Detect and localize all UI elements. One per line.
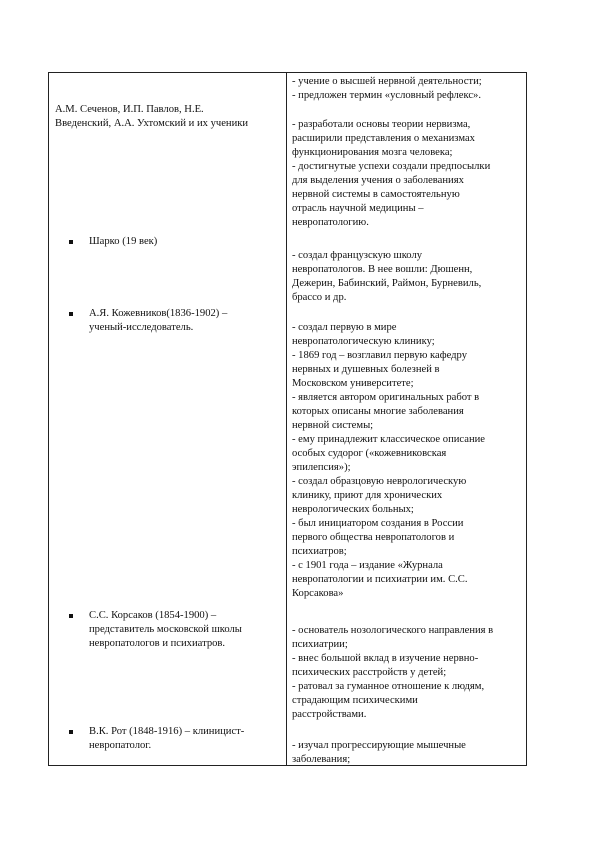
charcot-name xyxy=(89,235,157,249)
korsakov-name xyxy=(89,609,242,651)
intro-scientists-cell xyxy=(55,103,283,131)
intro-right-b-line-1: - разработали основы теории нервизма, xyxy=(292,119,471,130)
kozhevnikov-right-line-7: которых описаны многие заболевания xyxy=(292,406,464,417)
bullet-marker xyxy=(69,312,73,316)
intro-left-line-2: Введенский, А.А. Ухтомский и их ученики xyxy=(55,118,249,129)
rot-left-line-1: В.К. Рот (1848-1916) – клиницист- xyxy=(89,726,245,737)
column-divider xyxy=(286,73,287,765)
intro-right-b-line-7: отрасль научной медицины – xyxy=(292,203,424,214)
kozhevnikov-right-line-20: Корсакова» xyxy=(292,588,344,599)
rot-achievements-cell xyxy=(292,739,524,767)
korsakov-right-line-4: психических расстройств у детей; xyxy=(292,667,447,678)
korsakov-achievements-cell xyxy=(292,624,524,722)
intro-right-a-line-1: - учение о высшей нервной деятельности; xyxy=(292,76,482,87)
content-table xyxy=(48,72,527,766)
kozhevnikov-right-line-13: клинику, приют для хронических xyxy=(292,490,443,501)
kozhevnikov-left-line-2: ученый-исследователь. xyxy=(89,322,194,333)
kozhevnikov-right-line-8: нервной системы; xyxy=(292,420,374,431)
bullet-marker xyxy=(69,614,73,618)
intro-achievements-cell-b xyxy=(292,118,524,230)
intro-achievements-cell-a xyxy=(292,75,524,103)
rot-right-line-1: - изучал прогрессирующие мышечные xyxy=(292,740,466,751)
kozhevnikov-left-line-1: А.Я. Кожевников(1836-1902) – xyxy=(89,308,228,319)
bullet-marker xyxy=(69,730,73,734)
charcot-right-line-3: Дежерин, Бабинский, Раймон, Бурневиль, xyxy=(292,278,482,289)
kozhevnikov-right-line-9: - ему принадлежит классическое описание xyxy=(292,434,485,445)
kozhevnikov-name xyxy=(89,307,227,335)
charcot-right-line-4: брассо и др. xyxy=(292,292,347,303)
intro-right-b-line-5: для выделения учения о заболеваниях xyxy=(292,175,464,186)
charcot-left-line-1: Шарко (19 век) xyxy=(89,236,158,247)
korsakov-right-line-7: расстройствами. xyxy=(292,709,367,720)
intro-left-line-1: А.М. Сеченов, И.П. Павлов, Н.Е. xyxy=(55,104,204,115)
kozhevnikov-right-line-16: первого общества невропатологов и xyxy=(292,532,455,543)
korsakov-right-line-1: - основатель нозологического направления в xyxy=(292,625,494,636)
rot-name xyxy=(89,725,244,753)
rot-left-line-2: невропатолог. xyxy=(89,740,152,751)
korsakov-left-line-1: С.С. Корсаков (1854-1900) – xyxy=(89,610,217,621)
kozhevnikov-right-line-19: невропатологии и психиатрии им. С.С. xyxy=(292,574,468,585)
korsakov-right-line-6: страдающим психическими xyxy=(292,695,418,706)
kozhevnikov-right-line-17: психиатров; xyxy=(292,546,347,557)
rot-right-line-2: заболевания; xyxy=(292,754,351,765)
kozhevnikov-right-line-1: - создал первую в мире xyxy=(292,322,397,333)
kozhevnikov-right-line-6: - является автором оригинальных работ в xyxy=(292,392,480,403)
charcot-right-line-1: - создал французскую школу xyxy=(292,250,423,261)
kozhevnikov-right-line-18: - с 1901 года – издание «Журнала xyxy=(292,560,443,571)
kozhevnikov-right-line-3: - 1869 год – возглавил первую кафедру xyxy=(292,350,468,361)
intro-right-b-line-4: - достигнутые успехи создали предпосылки xyxy=(292,161,491,172)
charcot-achievements-cell xyxy=(292,249,524,305)
kozhevnikov-achievements-cell xyxy=(292,321,524,601)
intro-right-b-line-8: невропатологию. xyxy=(292,217,369,228)
korsakov-left-line-3: невропатологов и психиатров. xyxy=(89,638,226,649)
kozhevnikov-right-line-15: - был инициатором создания в России xyxy=(292,518,464,529)
korsakov-left-line-2: представитель московской школы xyxy=(89,624,242,635)
charcot-right-line-2: невропатологов. В нее вошли: Дюшенн, xyxy=(292,264,473,275)
kozhevnikov-right-line-2: невропатологическую клинику; xyxy=(292,336,435,347)
intro-right-b-line-6: нервной системы в самостоятельную xyxy=(292,189,460,200)
korsakov-right-line-3: - внес большой вклад в изучение нервно- xyxy=(292,653,479,664)
kozhevnikov-right-line-14: неврологических больных; xyxy=(292,504,414,515)
bullet-marker xyxy=(69,240,73,244)
kozhevnikov-right-line-11: эпилепсия»); xyxy=(292,462,351,473)
korsakov-right-line-2: психиатрии; xyxy=(292,639,348,650)
korsakov-right-line-5: - ратовал за гуманное отношение к людям, xyxy=(292,681,485,692)
intro-right-a-line-2: - предложен термин «условный рефлекс». xyxy=(292,90,482,101)
kozhevnikov-right-line-5: Московском университете; xyxy=(292,378,414,389)
kozhevnikov-right-line-4: нервных и душевных болезней в xyxy=(292,364,440,375)
kozhevnikov-right-line-12: - создал образцовую неврологическую xyxy=(292,476,467,487)
intro-right-b-line-2: расширили представления о механизмах xyxy=(292,133,475,144)
kozhevnikov-right-line-10: особых судорог («кожевниковская xyxy=(292,448,447,459)
intro-right-b-line-3: функционирования мозга человека; xyxy=(292,147,453,158)
